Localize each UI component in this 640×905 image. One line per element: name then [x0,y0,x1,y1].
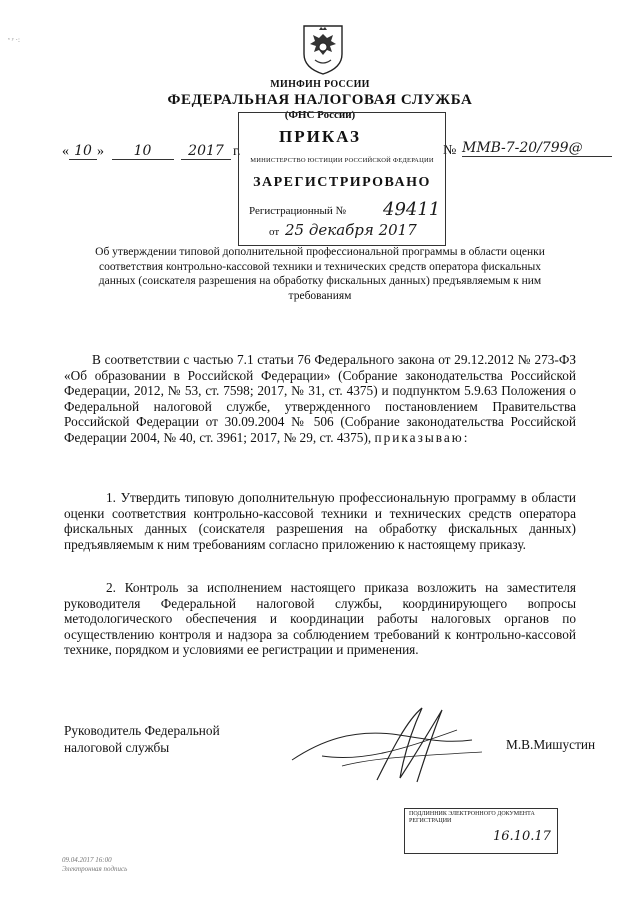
electronic-stamp-date: 16.10.17 [493,829,551,844]
order-number-label: № [443,143,457,158]
stamp-date-value: 25 декабря 2017 [285,221,417,239]
handwritten-signature [282,700,512,800]
electronic-stamp-line1: ПОДЛИННИК ЭЛЕКТРОННОГО ДОКУМЕНТА [409,811,535,817]
service-name: ФЕДЕРАЛЬНАЯ НАЛОГОВАЯ СЛУЖБА [167,92,473,108]
clause-1: 1. Утвердить типовую дополнительную профессиональную программу в области оценки соответствия контрольно-кассовой техники и технических средств оператора фискальных данных (соискателя разрешения на обработку фискальных данных) предъявляемым к ним требованиям согласно приложению к настоящему приказу. [64,490,576,552]
signatory-position-line2: налоговой службы [64,740,170,755]
stamp-ministry: МИНИСТЕРСТВО ЮСТИЦИИ РОССИЙСКОЙ ФЕДЕРАЦИИ [250,157,434,164]
scan-corner-mark: ᵛ ʸ ·: [8,36,20,44]
stamp-reg-number: 49411 [383,199,441,220]
coat-of-arms-icon [300,20,346,76]
order-word: приказываю: [374,429,470,445]
service-short-name: (ФНС России) [284,109,356,121]
footer-line1: 09.04.2017 16:00 [62,856,112,864]
order-date: « 10 » 10 2017 г. [62,143,241,159]
document-type: ПРИКАЗ [279,127,361,146]
registration-stamp [238,112,446,246]
signatory-position [64,722,220,756]
stamp-reg-label: Регистрационный № [249,205,347,217]
stamp-status: ЗАРЕГИСТРИРОВАНО [253,175,431,190]
electronic-stamp-line2: РЕГИСТРАЦИИ [409,818,452,824]
clause-2: 2. Контроль за исполнением настоящего приказа возложить на заместителя руководителя Федеральной налоговой службы, координирующего вопросы методологического обеспечения и координации работы налоговых органов по осуществлению контроля и надзора за соблюдением требований к контрольно-кассовой технике, порядком и условиями ее регистрации и применения. [64,580,576,658]
signatory-position-line1: Руководитель Федеральной [64,723,220,738]
preamble-paragraph [64,352,576,446]
signatory-name: М.В.Мишустин [506,737,596,752]
order-month: 10 [112,143,174,160]
footer-meta [62,856,127,874]
order-number: ММВ-7-20/799@ [462,140,612,157]
stamp-date-label: от [269,226,280,238]
footer-line2: Электронная подпись [62,865,128,873]
order-year: 2017 [181,143,231,160]
electronic-copy-stamp [404,808,558,854]
preamble-text: В соответствии с частью 7.1 статьи 76 Федерального закона от 29.12.2012 № 273-ФЗ «Об образовании в Российской Федерации» (Собрание законодательства Российской Федерации, 2012, № 53, ст. 7598; 2017, № 31, ст. 4375) и подпунктом 5.9.63 Положения о Федеральной налоговой службе, утвержденного постановлением Правительства Российской Федерации от 30.09.2004 № 506 (Собрание законодательства Российской Федерации 2004, № 40, ст. 3961; 2017, № 29, ст. 4375), [64,352,576,445]
order-title: Об утверждении типовой дополнительной профессиональной программы в области оценки соответствия контрольно-кассовой техники и технических средств оператора фискальных данных (соискателя разрешения на обработку фискальных данных) предъявляемым к ним требованиям [95,246,545,302]
ministry-name: МИНФИН РОССИИ [270,79,370,90]
order-day: 10 [69,143,97,160]
